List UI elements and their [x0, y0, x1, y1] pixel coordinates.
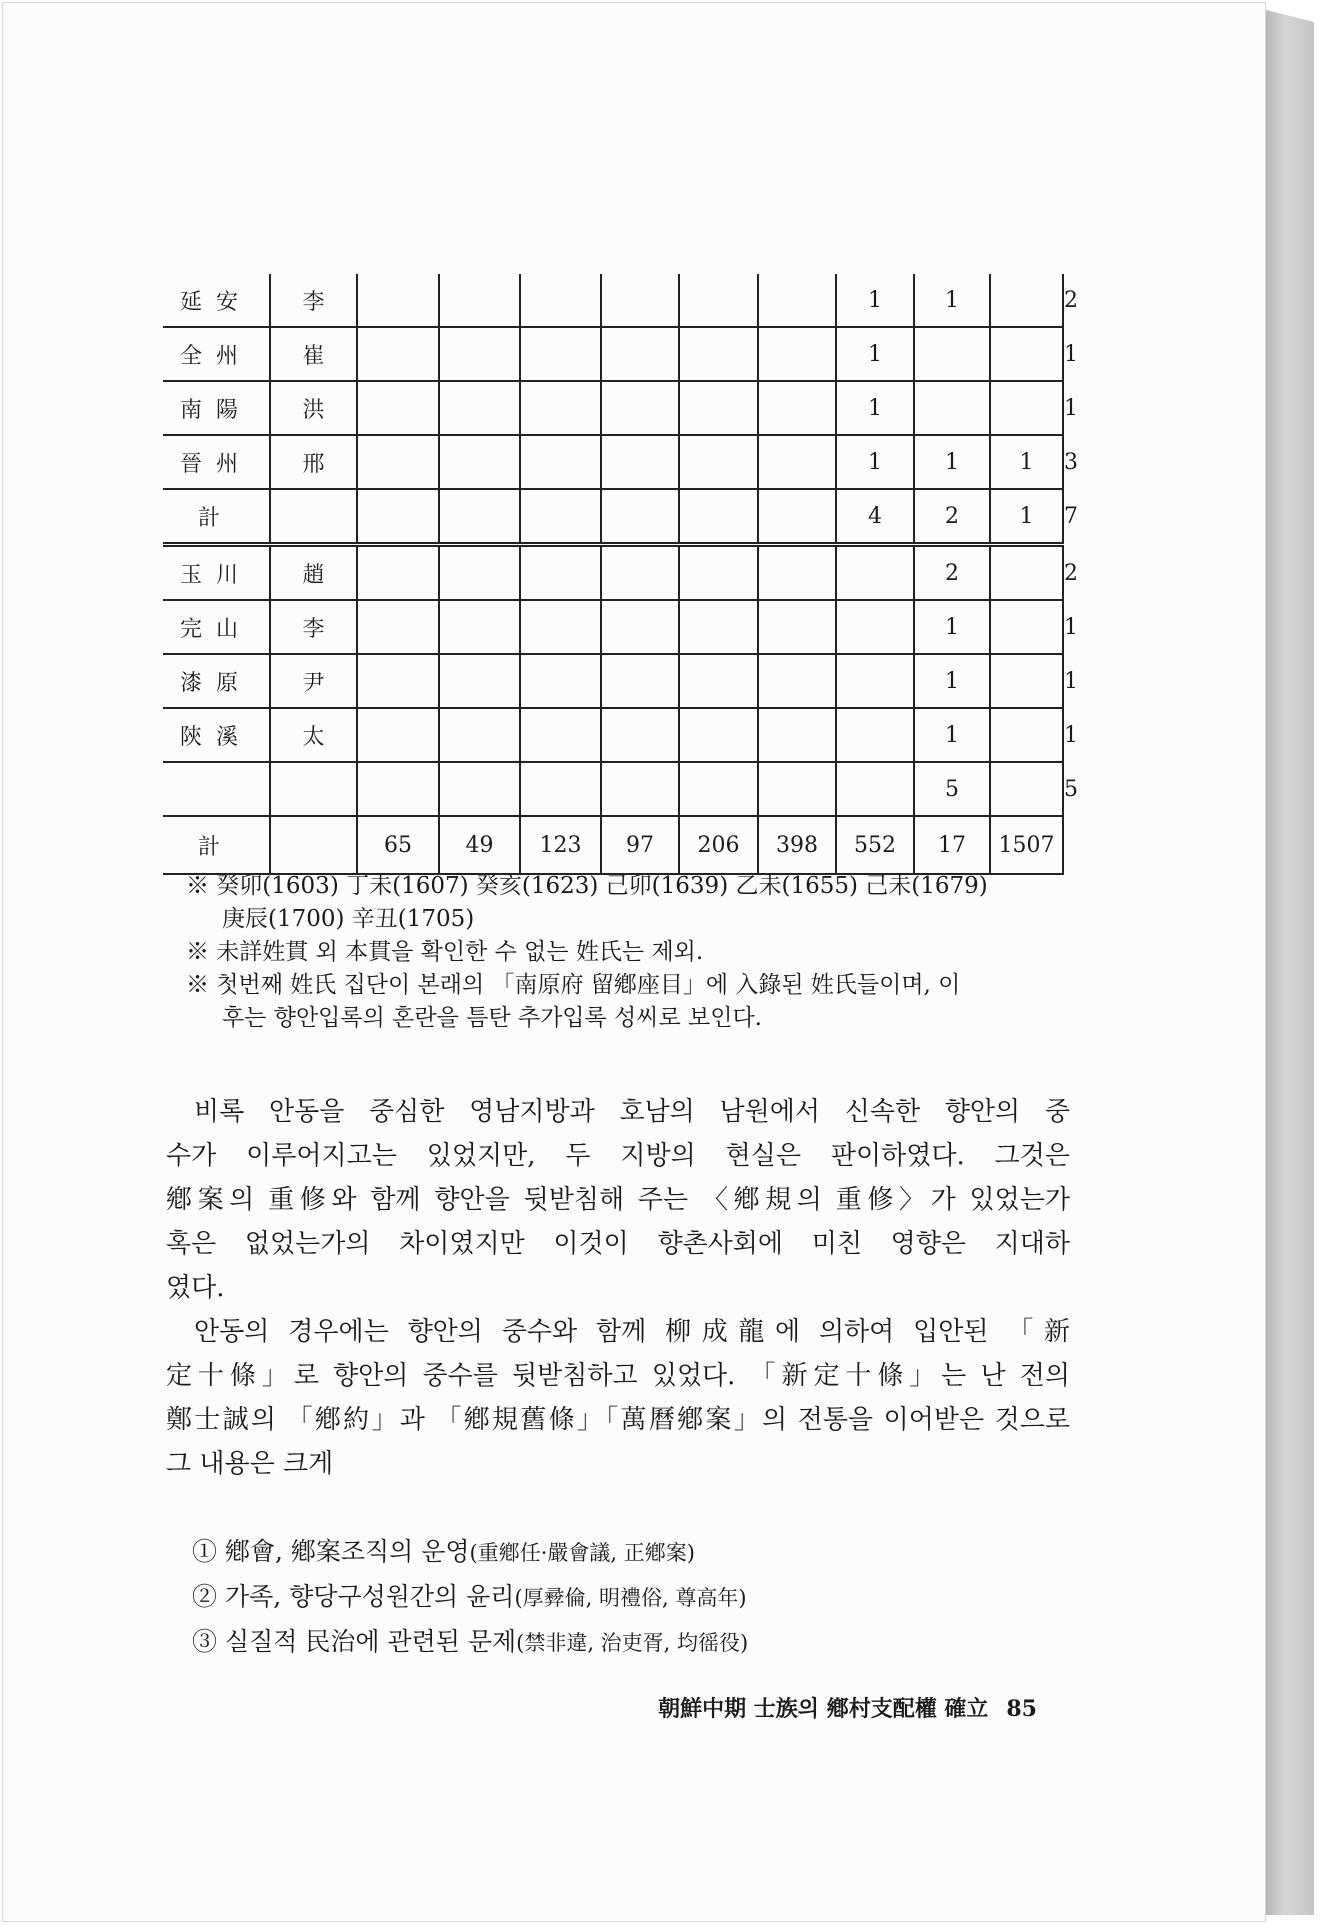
body-text: [166, 1090, 1070, 1486]
cell-value: [601, 274, 679, 327]
cell-surname: 邢: [270, 435, 357, 489]
cell-value: [836, 762, 914, 816]
list-item-text: ③ 실질적 民治에 관련된 문제: [192, 1627, 517, 1656]
cell-value: 1: [836, 327, 914, 381]
note-line: ※ 未詳姓貫 외 本貫을 확인한 수 없는 姓氏는 제외.: [186, 939, 704, 965]
text-line: 定十條」로 향안의 중수를 뒷받침하고 있었다. 「新定十條」는 난 전의: [166, 1361, 1070, 1391]
cell-value: [439, 489, 520, 545]
running-title: 朝鮮中期 士族의 鄕村支配權 確立: [658, 1696, 989, 1722]
cell-value: 2: [914, 489, 990, 545]
cell-value: [679, 274, 758, 327]
cell-value: 552: [836, 816, 914, 874]
cell-value: [357, 381, 439, 435]
cell-value: [357, 654, 439, 708]
cell-surname: 李: [270, 274, 357, 327]
cell-value: 1: [914, 600, 990, 654]
cell-value: [357, 708, 439, 762]
cell-origin: [163, 762, 270, 816]
page-footer: [658, 1692, 1037, 1723]
cell-origin: 計: [163, 816, 270, 874]
cell-value: [439, 274, 520, 327]
table-row: [163, 600, 1063, 654]
page-edge: [1266, 10, 1314, 1915]
cell-value: [679, 654, 758, 708]
cell-value: [520, 762, 601, 816]
cell-value: [439, 654, 520, 708]
list-item: [192, 1530, 748, 1575]
cell-value: 2: [914, 545, 990, 601]
cell-value: [990, 600, 1063, 654]
cell-value: 1: [990, 489, 1063, 545]
cell-value: [357, 327, 439, 381]
cell-origin: 南陽: [163, 381, 270, 435]
cell-value: [439, 327, 520, 381]
list-item-text: ① 鄕會, 鄕案조직의 운영: [192, 1537, 470, 1566]
table-row: [163, 708, 1063, 762]
list-item-text: ② 가족, 향당구성원간의 윤리: [192, 1582, 515, 1611]
table-row: [163, 435, 1063, 489]
text-line: 안동의 경우에는 향안의 중수와 함께 柳成龍에 의하여 입안된 「新: [194, 1317, 1070, 1347]
note-line: ※ 癸卯(1603) 丁未(1607) 癸亥(1623) 己卯(1639) 乙未(1655) 己未(1679): [186, 873, 988, 899]
numbered-list: [192, 1530, 748, 1665]
cell-origin: 全州: [163, 327, 270, 381]
cell-surname: [270, 762, 357, 816]
cell-value: [439, 762, 520, 816]
cell-value: [439, 435, 520, 489]
table-row: [163, 327, 1063, 381]
cell-surname: [270, 816, 357, 874]
cell-value: [758, 762, 836, 816]
cell-value: [679, 327, 758, 381]
cell-value: 1: [914, 435, 990, 489]
list-item-detail: (禁非違, 治吏胥, 均徭役): [516, 1631, 749, 1655]
cell-value: [836, 654, 914, 708]
cell-value: 398: [758, 816, 836, 874]
cell-surname: 洪: [270, 381, 357, 435]
cell-value: [679, 600, 758, 654]
cell-value: 1: [836, 435, 914, 489]
cell-value: [679, 435, 758, 489]
cell-value: [601, 708, 679, 762]
cell-value: [520, 489, 601, 545]
cell-surname: 太: [270, 708, 357, 762]
cell-value: [758, 545, 836, 601]
cell-value: [520, 435, 601, 489]
cell-value: [758, 489, 836, 545]
cell-origin: 陝溪: [163, 708, 270, 762]
cell-value: [601, 545, 679, 601]
cell-value: [357, 489, 439, 545]
cell-origin: 延安: [163, 274, 270, 327]
cell-value: [679, 489, 758, 545]
table-row: [163, 489, 1063, 545]
cell-value: [520, 381, 601, 435]
table-row: [163, 654, 1063, 708]
cell-value: 5: [914, 762, 990, 816]
cell-value: 206: [679, 816, 758, 874]
cell-value: [520, 708, 601, 762]
cell-value: [601, 435, 679, 489]
cell-value: [679, 708, 758, 762]
cell-value: [679, 545, 758, 601]
cell-value: [357, 600, 439, 654]
cell-value: [601, 762, 679, 816]
cell-value: [357, 274, 439, 327]
cell-value: [836, 545, 914, 601]
cell-surname: 尹: [270, 654, 357, 708]
list-item: [192, 1575, 748, 1620]
cell-value: 1: [836, 381, 914, 435]
cell-value: [990, 654, 1063, 708]
cell-surname: [270, 489, 357, 545]
cell-value: [601, 327, 679, 381]
cell-value: [357, 762, 439, 816]
cell-value: [601, 600, 679, 654]
table-row: [163, 762, 1063, 816]
note-line: ※ 첫번째 姓氏 집단이 본래의 「南原府 留鄕座目」에 入錄된 姓氏들이며, 이: [186, 972, 961, 998]
text-line: 鄕案의 重修와 함께 향안을 뒷받침해 주는 〈鄕規의 重修〉가 있었는가: [166, 1185, 1070, 1215]
cell-value: 49: [439, 816, 520, 874]
cell-value: 97: [601, 816, 679, 874]
cell-value: 4: [836, 489, 914, 545]
list-item-detail: (厚彛倫, 明禮俗, 尊高年): [514, 1586, 747, 1610]
cell-value: [758, 435, 836, 489]
cell-value: [990, 762, 1063, 816]
text-line: 비록 안동을 중심한 영남지방과 호남의 남원에서 신속한 향안의 중: [194, 1097, 1070, 1127]
cell-value: [758, 600, 836, 654]
cell-origin: 漆原: [163, 654, 270, 708]
list-item: [192, 1620, 748, 1665]
cell-value: [758, 381, 836, 435]
cell-origin: 晉州: [163, 435, 270, 489]
table-row: [163, 545, 1063, 601]
cell-value: [990, 708, 1063, 762]
cell-value: [357, 435, 439, 489]
cell-value: [758, 654, 836, 708]
cell-value: [601, 654, 679, 708]
table-notes: [186, 870, 1066, 1035]
text-line: 혹은 없었는가의 차이였지만 이것이 향촌사회에 미친 영향은 지대하: [166, 1229, 1070, 1259]
text-line: 그 내용은 크게: [166, 1449, 334, 1479]
cell-value: [520, 545, 601, 601]
cell-value: [990, 381, 1063, 435]
text-line: 수가 이루어지고는 있었지만, 두 지방의 현실은 판이하였다. 그것은: [166, 1141, 1070, 1171]
cell-origin: 玉川: [163, 545, 270, 601]
cell-value: [439, 600, 520, 654]
cell-value: [758, 708, 836, 762]
cell-value: [601, 381, 679, 435]
text-line: 鄭士誠의 「鄕約」과 「鄕規舊條」「萬曆鄕案」의 전통을 이어받은 것으로: [166, 1405, 1070, 1435]
cell-value: [520, 274, 601, 327]
list-item-detail: (重鄕任·嚴會議, 正鄕案): [469, 1541, 695, 1565]
cell-value: [914, 327, 990, 381]
cell-value: [679, 381, 758, 435]
cell-value: 1: [914, 708, 990, 762]
cell-value: [914, 381, 990, 435]
cell-value: 1: [836, 274, 914, 327]
cell-value: [520, 654, 601, 708]
cell-surname: 李: [270, 600, 357, 654]
cell-value: [836, 600, 914, 654]
cell-origin: 計: [163, 489, 270, 545]
cell-value: [439, 545, 520, 601]
surname-table: [163, 274, 1063, 875]
cell-value: [357, 545, 439, 601]
cell-value: [758, 327, 836, 381]
cell-value: [439, 381, 520, 435]
cell-value: 17: [914, 816, 990, 874]
cell-value: 1507: [990, 816, 1063, 874]
cell-value: 65: [357, 816, 439, 874]
cell-value: 123: [520, 816, 601, 874]
cell-value: [520, 600, 601, 654]
cell-value: [679, 762, 758, 816]
cell-surname: 崔: [270, 327, 357, 381]
table-row: [163, 274, 1063, 327]
cell-value: 1: [990, 435, 1063, 489]
cell-value: [601, 489, 679, 545]
cell-value: [520, 327, 601, 381]
cell-surname: 趙: [270, 545, 357, 601]
text-line: 였다.: [166, 1273, 225, 1303]
cell-value: [758, 274, 836, 327]
cell-value: [439, 708, 520, 762]
cell-value: [990, 327, 1063, 381]
note-line: 후는 향안입록의 혼란을 틈탄 추가입록 성씨로 보인다.: [222, 1005, 762, 1031]
cell-value: 1: [914, 274, 990, 327]
cell-value: [990, 274, 1063, 327]
cell-origin: 完山: [163, 600, 270, 654]
cell-value: [990, 545, 1063, 601]
page-number: 85: [1006, 1696, 1037, 1722]
note-line: 庚辰(1700) 辛丑(1705): [222, 906, 475, 932]
cell-value: 1: [914, 654, 990, 708]
cell-value: [836, 708, 914, 762]
table-row: [163, 381, 1063, 435]
table-row: [163, 816, 1063, 874]
